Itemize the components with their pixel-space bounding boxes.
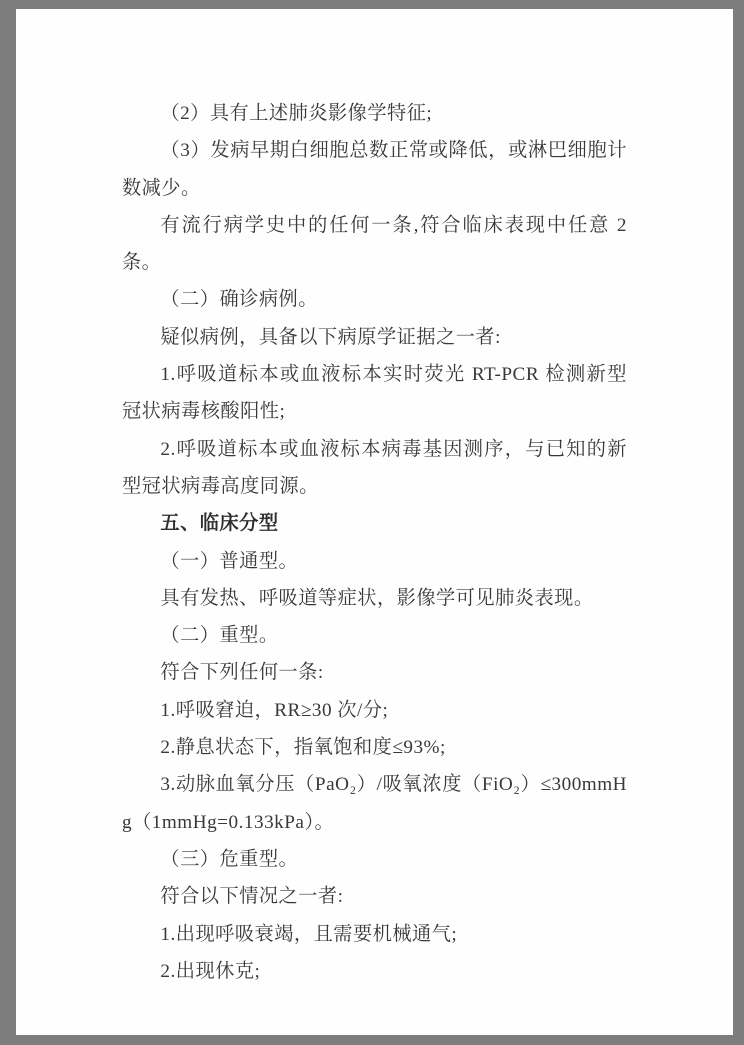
clause-3-wbc-lymphocyte: （3）发病早期白细胞总数正常或降低，或淋巴细胞计数减少。 [122, 140, 627, 199]
critical-criterion-2-shock: 2.出现休克; [160, 960, 261, 982]
type-ordinary-description: 具有发热、呼吸道等症状，影像学可见肺炎表现。 [160, 587, 594, 609]
severe-criterion-2-oxygen-saturation: 2.静息状态下，指氧饱和度≤93%; [160, 737, 446, 759]
document-page [16, 9, 733, 1035]
document-body [122, 95, 627, 990]
evidence-2-gene-sequencing: 2.呼吸道标本或血液标本病毒基因测序，与已知的新型冠状病毒高度同源。 [122, 438, 627, 497]
confirmed-case-subheading: （二）确诊病例。 [160, 289, 318, 311]
section-5-clinical-classification-heading: 五、临床分型 [160, 513, 279, 535]
evidence-1-rt-pcr: 1.呼吸道标本或血液标本实时荧光 RT-PCR 检测新型冠状病毒核酸阳性; [122, 364, 627, 423]
epidemiology-criteria-note: 有流行病学史中的任何一条,符合临床表现中任意 2 条。 [122, 214, 627, 274]
severe-criterion-3-pao2-fio2: 3.动脉血氧分压（PaO₂）/吸氧浓度（FiO₂）≤300mmHg（1mmHg=0.133kPa）。 [122, 774, 627, 833]
clause-2-pneumonia-imaging: （2）具有上述肺炎影像学特征; [160, 103, 433, 124]
critical-criterion-1-respiratory-failure: 1.出现呼吸衰竭，且需要机械通气; [160, 923, 458, 945]
severe-criterion-1-respiratory-rate: 1.呼吸窘迫，RR≥30 次/分; [160, 699, 389, 721]
pathogen-evidence-intro: 疑似病例，具备以下病原学证据之一者: [160, 326, 501, 348]
severe-criteria-intro: 符合下列任何一条: [160, 662, 324, 684]
type-severe-subheading: （二）重型。 [160, 625, 279, 647]
critical-criteria-intro: 符合以下情况之一者: [160, 886, 344, 908]
type-ordinary-subheading: （一）普通型。 [160, 550, 299, 572]
type-critical-subheading: （三）危重型。 [160, 848, 299, 870]
